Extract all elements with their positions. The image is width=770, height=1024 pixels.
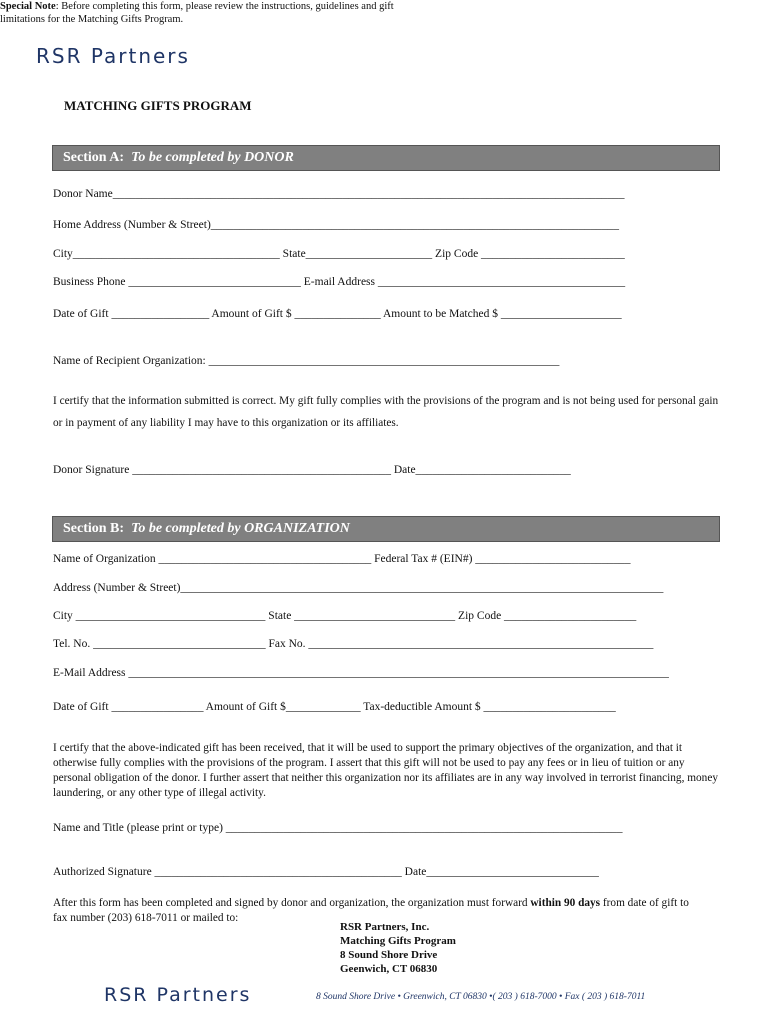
gift-amount-field[interactable]: Date of Gift _________________ Amount of Gift $ _______________ Amount to be Matched $ _____________________ — [53, 308, 622, 320]
section-a-header — [52, 145, 720, 171]
phone-email-field[interactable]: Business Phone ______________________________ E-mail Address ___________________________________________ — [53, 276, 626, 288]
special-note-label: Special Note — [0, 1, 56, 12]
address-line: 8 Sound Shore Drive — [340, 949, 438, 961]
closing-deadline: within 90 days — [530, 897, 601, 909]
section-b-label: Section B: — [63, 521, 125, 536]
authorized-signature-field[interactable]: Authorized Signature ___________________________________________ Date______________________________ — [53, 866, 599, 878]
address-line: Matching Gifts Program — [340, 935, 456, 947]
home-address-field[interactable]: Home Address (Number & Street)_______________________________________________________________________ — [53, 219, 620, 231]
special-note-text: : Before completing this form, please review the instructions, guidelines and gift limitations for the Matching Gifts Program. — [0, 1, 394, 25]
organization-certification: I certify that the above-indicated gift has been received, that it will be used to support the primary objectives of the organization, and that it otherwise fully complies with the provisions of the program. I assert that this gift will not be used to pay any fees or in lieu of tuition or any personal obligation of the donor. I further assert that neither this organization nor its affiliates are in any way involved in terrorist financing, money laundering, or any other type of illegal activity. — [53, 742, 718, 799]
name-title-field[interactable]: Name and Title (please print or type) _____________________________________________________________________ — [53, 822, 623, 834]
donor-signature-field[interactable]: Donor Signature _____________________________________________ Date___________________________ — [53, 464, 571, 476]
organization-address-field[interactable]: Address (Number & Street)____________________________________________________________________________________ — [53, 582, 664, 594]
tel-fax-field[interactable]: Tel. No. ______________________________ Fax No. ____________________________________________________________ — [53, 638, 654, 650]
organization-name-field[interactable]: Name of Organization _____________________________________ Federal Tax # (EIN#) ___________________________ — [53, 553, 631, 565]
closing-text-after: from date of gift to fax number (203) 618-7011 or mailed to: — [53, 897, 689, 924]
organization-email-field[interactable]: E-Mail Address ______________________________________________________________________________________________ — [53, 667, 669, 679]
address-line: Geenwich, CT 06830 — [340, 963, 438, 975]
section-b-title: To be completed by ORGANIZATION — [131, 521, 350, 536]
mailing-address — [340, 920, 456, 976]
recipient-organization-field[interactable]: Name of Recipient Organization: _____________________________________________________________ — [53, 355, 560, 367]
company-logo: RSR Partners — [36, 44, 190, 68]
section-a-label: Section A: — [63, 150, 125, 165]
footer-contact-info: 8 Sound Shore Drive • Greenwich, CT 06830 •( 203 ) 618-7000 • Fax ( 203 ) 618-7011 — [316, 992, 646, 1002]
footer-logo: RSR Partners — [104, 984, 252, 1006]
donor-certification: I certify that the information submitted is correct. My gift fully complies with the provisions of the program and is not being used for personal gain or in payment of any liability I may have to this organization or its affiliates. — [53, 395, 719, 429]
special-note — [0, 0, 400, 26]
donor-name-field[interactable]: Donor Name_________________________________________________________________________________________ — [53, 188, 625, 200]
organization-city-state-zip-field[interactable]: City _________________________________ State ____________________________ Zip Code _______________________ — [53, 610, 637, 622]
organization-gift-amount-field[interactable]: Date of Gift ________________ Amount of Gift $_____________ Tax-deductible Amount $ _______________________ — [53, 701, 616, 713]
city-state-zip-field[interactable]: City____________________________________ State______________________ Zip Code _________________________ — [53, 248, 625, 260]
section-b-header — [52, 516, 720, 542]
address-line: RSR Partners, Inc. — [340, 921, 430, 933]
program-title: MATCHING GIFTS PROGRAM — [64, 98, 252, 113]
section-a-title: To be completed by DONOR — [131, 150, 294, 165]
closing-text-before: After this form has been completed and signed by donor and organization, the organization must forward — [53, 897, 531, 909]
